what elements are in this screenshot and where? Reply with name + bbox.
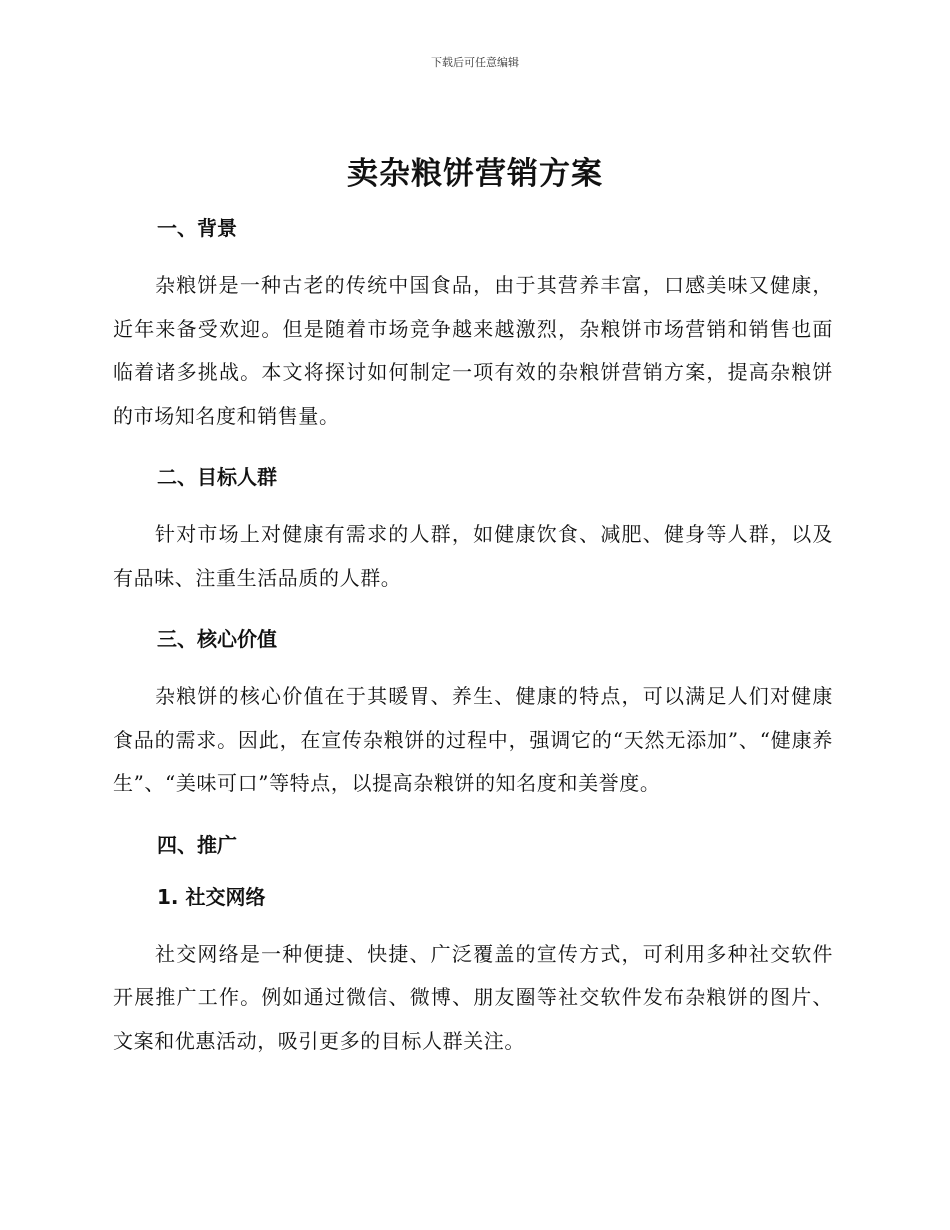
- section-paragraph-target-audience: 针对市场上对健康有需求的人群，如健康饮食、减肥、健身等人群，以及有品味、注重生活品质的人群。: [113, 522, 833, 590]
- subsection-paragraph-social-network: 社交网络是一种便捷、快捷、广泛覆盖的宣传方式，可利用多种社交软件开展推广工作。例如通过微信、微博、朋友圈等社交软件发布杂粮饼的图片、文案和优惠活动，吸引更多的目标人群关注。: [113, 941, 833, 1053]
- section-heading-core-value: 三、核心价值: [157, 627, 277, 651]
- section-heading-target-audience: 二、目标人群: [157, 465, 277, 489]
- section-heading-promotion: 四、推广: [157, 832, 237, 857]
- subsection-heading-social-network: 1. 社交网络: [157, 884, 266, 909]
- section-heading-background: 一、背景: [157, 216, 237, 240]
- header-note: 下载后可任意编辑: [431, 56, 519, 69]
- document-body: [113, 202, 833, 1063]
- section-paragraph-core-value: 杂粮饼的核心价值在于其暖胃、养生、健康的特点，可以满足人们对健康食品的需求。因此，在宣传杂粮饼的过程中，强调它的“天然无添加”、“健康养生”、“美味可口”等特点，以提高杂粮饼的知名度和美誉度。: [113, 684, 833, 795]
- section-paragraph-background: 杂粮饼是一种古老的传统中国食品，由于其营养丰富，口感美味又健康，近年来备受欢迎。但是随着市场竞争越来越激烈，杂粮饼市场营销和销售也面临着诸多挑战。本文将探讨如何制定一项有效的杂粮饼营销方案，提高杂粮饼的市场知名度和销售量。: [113, 273, 833, 428]
- document-title: 卖杂粮饼营销方案: [347, 156, 603, 192]
